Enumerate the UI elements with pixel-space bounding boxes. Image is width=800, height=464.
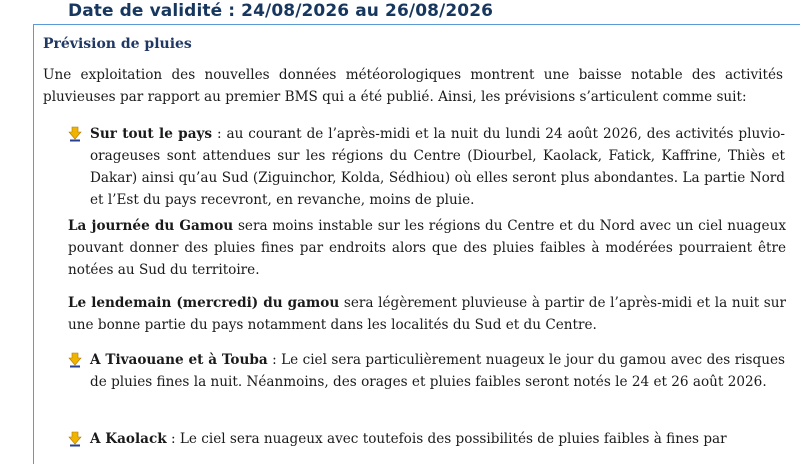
arrow-bullet-icon (68, 352, 82, 368)
item-text: : Le ciel sera nuageux avec toutefois des possibilités de pluies faibles à fines par (166, 431, 727, 447)
forecast-item-kaolack (90, 428, 785, 450)
forecast-item-gamou-day (68, 215, 786, 281)
item-text: : au courant de l’après-midi et la nuit du lundi 24 août 2026, des activités pluvio-orageuses sont attendues sur les régions du Centre (Diourbel, Kaolack, Fatick, Kaffrine, Thiès et Dakar) ainsi qu’au Sud (Ziguinchor, Kolda, Sédhiou) où elles seront plus abondantes. La partie Nord et l’Est du pays recevront, en revanche, moins de pluie. (90, 126, 785, 208)
item-text: sera légèrement pluvieuse à partir de l’après-midi et la nuit sur une bonne partie du pays notamment dans les localités du Sud et du Centre. (68, 295, 786, 333)
validity-header (0, 0, 800, 22)
intro-paragraph: Une exploitation des nouvelles données météorologiques montrent une baisse notable des activités pluvieuses par rapport au premier BMS qui a été publié. Ainsi, les prévisions s’articulent comme suit: (43, 67, 783, 105)
forecast-item-tivaouane-touba (90, 349, 785, 393)
arrow-bullet-icon (68, 126, 82, 142)
item-heading: Le lendemain (mercredi) du gamou (68, 295, 340, 311)
forecast-item-whole-country (90, 123, 785, 211)
item-heading: Sur tout le pays (90, 126, 213, 142)
forecast-item-day-after (68, 292, 786, 336)
item-text: sera moins instable sur les régions du Centre et du Nord avec un ciel nuageux pouvant donner des pluies fines par endroits alors que des pluies faibles à modérées pourraient être notées au Sud du territoire. (68, 218, 787, 278)
item-heading: A Kaolack (90, 431, 167, 447)
item-heading: La journée du Gamou (68, 218, 234, 234)
item-heading: A Tivaouane et à Touba (90, 352, 268, 368)
validity-date-title: Date de validité : 24/08/2026 au 26/08/2026 (68, 1, 494, 21)
item-text: : Le ciel sera particulièrement nuageux le jour du gamou avec des risques de pluies fines la nuit. Néanmoins, des orages et pluies faibles seront notés le 24 et 26 août 2026. (90, 352, 785, 390)
section-title: Prévision de pluies (43, 36, 192, 52)
arrow-bullet-icon (68, 431, 82, 447)
